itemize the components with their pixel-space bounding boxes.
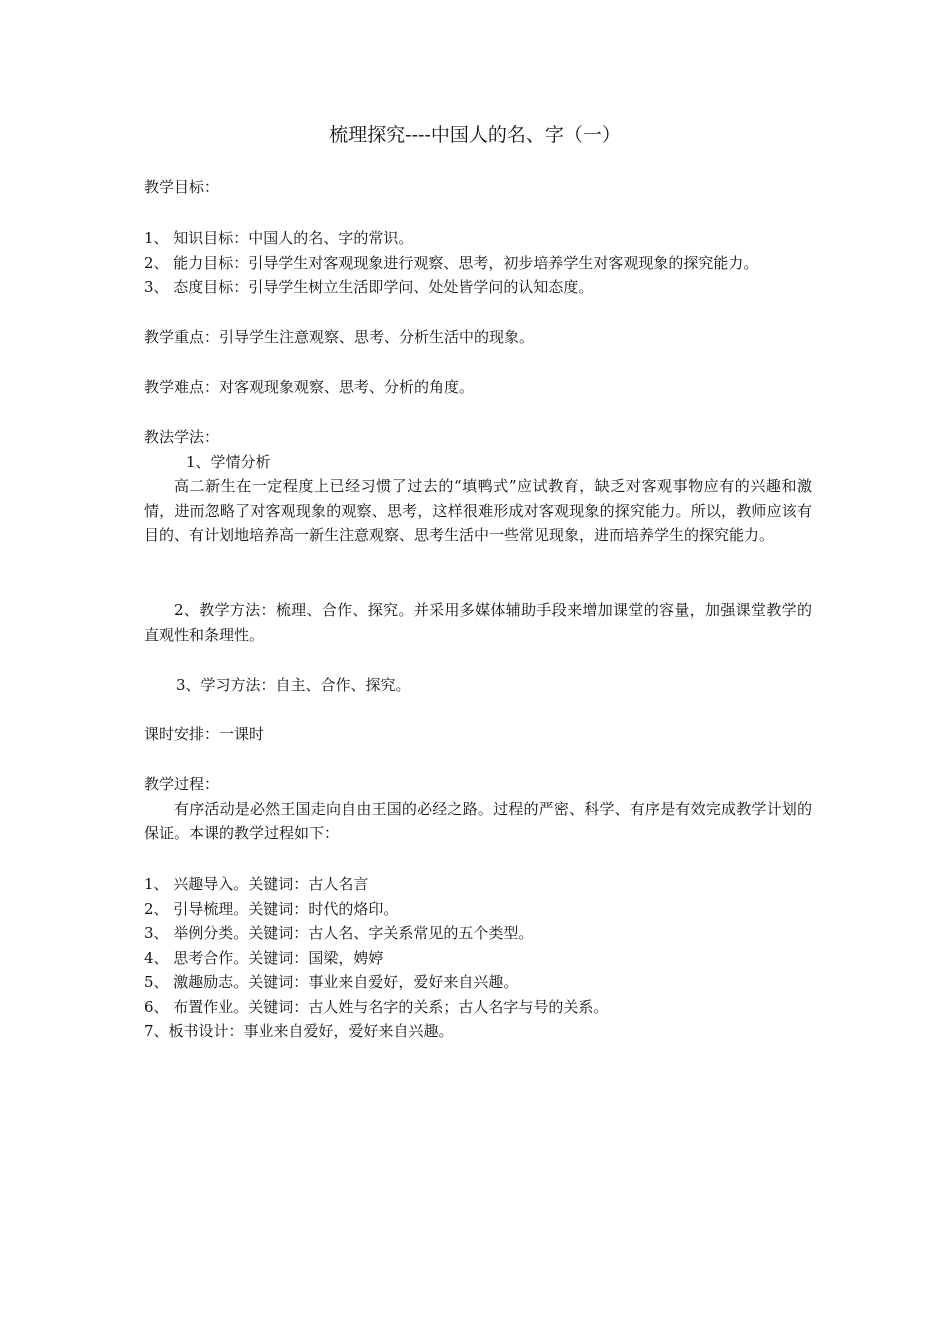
process-step: 5、 激趣励志。关键词：事业来自爱好，爱好来自兴趣。 — [144, 973, 519, 991]
methods-heading: 教法学法： — [144, 428, 220, 446]
difficulty-section — [144, 375, 812, 400]
methods-sub2 — [144, 598, 812, 647]
objectives-list — [144, 226, 812, 300]
objective-item: 1、 知识目标：中国人的名、字的常识。 — [144, 229, 414, 247]
difficulty-text: 教学难点：对客观现象观察、思考、分析的角度。 — [144, 378, 475, 396]
methods-sub1-text: 高二新生在一定程度上已经习惯了过去的“填鸭式”应试教育，缺乏对客观事物应有的兴趣和激情，进而忽略了对客观现象的观察、思考，这样很难形成对客观现象的探究能力。所以，教师应该有目的、有计划地培养高一新生注意观察、思考生活中一些常见现象，进而培养学生的探究能力。 — [144, 477, 812, 544]
objectives-heading: 教学目标： — [144, 178, 220, 196]
schedule-section — [144, 722, 812, 747]
key-point-section — [144, 325, 812, 350]
process-section — [144, 772, 812, 846]
process-step: 6、 布置作业。关键词：古人姓与名字的关系；古人名字与号的关系。 — [144, 997, 609, 1016]
methods-sub2-text: 2、教学方法：梳理、合作、探究。并采用多媒体辅助手段来增加课堂的容量，加强课堂教学的直观性和条理性。 — [144, 601, 812, 644]
objectives-section — [144, 175, 812, 200]
methods-sub3 — [144, 673, 812, 698]
objective-item: 3、 态度目标：引导学生树立生活即学问、处处皆学问的认知态度。 — [144, 278, 594, 296]
schedule-text: 课时安排：一课时 — [144, 725, 265, 743]
process-intro: 有序活动是必然王国走向自由王国的必经之路。过程的严密、科学、有序是有效完成教学计划的保证。本课的教学过程如下： — [144, 799, 812, 842]
process-step: 3、 举例分类。关键词：古人名、字关系常见的五个类型。 — [144, 924, 534, 942]
process-step: 1、 兴趣导入。关键词：古人名言 — [144, 875, 369, 893]
process-step: 2、 引导梳理。关键词：时代的烙印。 — [144, 899, 399, 918]
key-point-text: 教学重点：引导学生注意观察、思考、分析生活中的现象。 — [144, 328, 535, 346]
methods-sub3-text: 3、学习方法：自主、合作、探究。 — [176, 676, 411, 694]
process-heading: 教学过程： — [144, 775, 220, 793]
methods-section — [144, 425, 812, 548]
process-step: 7、板书设计：事业来自爱好，爱好来自兴趣。 — [144, 1022, 454, 1040]
document-title: 梳理探究----中国人的名、字（一） — [329, 124, 621, 146]
process-steps — [144, 872, 812, 1044]
objective-item: 2、 能力目标：引导学生对客观现象进行观察、思考，初步培养学生对客观现象的探究能力。 — [144, 253, 759, 272]
process-step: 4、 思考合作。关键词：国梁，娉婷 — [144, 948, 384, 967]
methods-sub1-title: 1、学情分析 — [186, 452, 271, 471]
